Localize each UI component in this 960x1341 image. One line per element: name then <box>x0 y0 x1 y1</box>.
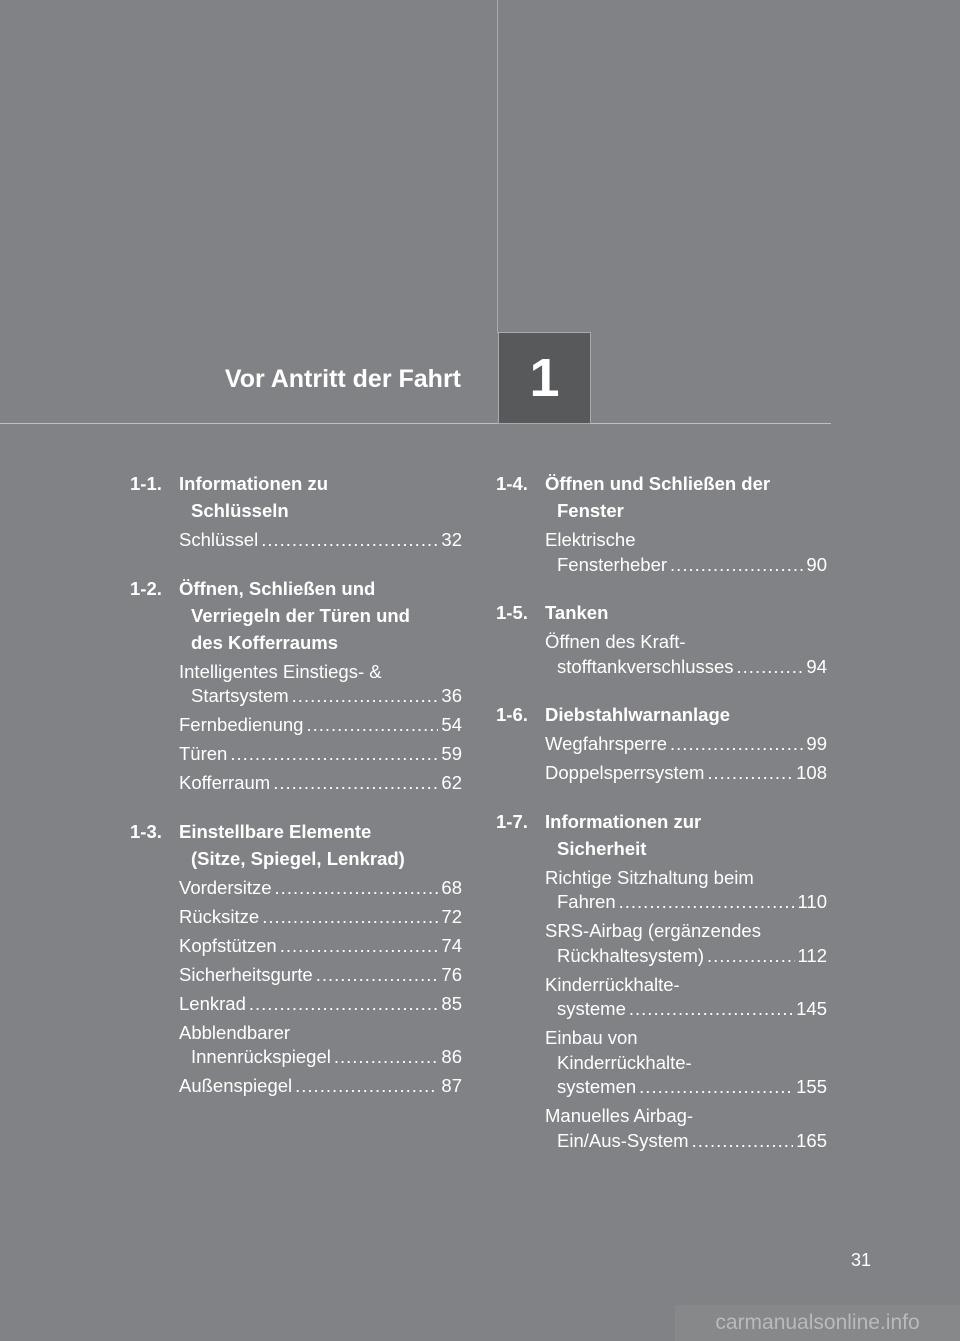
entry-title-line: Innenrückspiegel <box>191 1046 331 1067</box>
entry-line <box>545 944 827 969</box>
section-title <box>545 701 827 728</box>
entry-page-number: 145 <box>796 998 827 1019</box>
entry-title-line: Vordersitze <box>179 876 272 898</box>
entry-title-line: systemen <box>557 1076 637 1097</box>
toc-entry[interactable] <box>179 905 462 930</box>
entry-line <box>179 1045 462 1070</box>
dot-leader <box>737 655 804 680</box>
section-title-line: Einstellbare Elemente <box>179 820 372 842</box>
section-items <box>496 866 827 1154</box>
entry-page-number: 85 <box>441 992 462 1014</box>
section-title-line: Verriegeln der Türen und <box>191 604 410 626</box>
section-title-line: Informationen zur <box>545 810 702 832</box>
toc-entry[interactable] <box>179 992 462 1017</box>
toc-right-column <box>496 470 827 1175</box>
dot-leader <box>295 1074 438 1099</box>
section-title-line: Schlüsseln <box>191 500 289 521</box>
toc-entry[interactable] <box>545 761 827 786</box>
section-title <box>179 575 462 656</box>
entry-title-line: Kofferraum <box>179 772 271 793</box>
section-title <box>545 599 827 626</box>
toc-entry[interactable] <box>179 934 462 959</box>
entry-page-number: 32 <box>441 529 462 550</box>
toc-entry[interactable] <box>179 876 462 901</box>
chapter-divider-vertical <box>497 0 498 333</box>
dot-leader <box>275 876 439 901</box>
dot-leader <box>249 992 439 1017</box>
dot-leader <box>670 553 803 578</box>
entry-title-line: Richtige Sitzhaltung beim <box>545 866 754 888</box>
entry-page-number: 72 <box>441 905 462 927</box>
section-number: 1-3. <box>130 820 162 842</box>
entry-line <box>545 655 827 680</box>
entry-page-number: 87 <box>441 1075 462 1096</box>
dot-leader <box>262 905 438 930</box>
entry-page-number: 99 <box>806 733 827 754</box>
section-title-line: Informationen zu <box>179 473 329 494</box>
entry-title-line: Fensterheber <box>557 553 668 575</box>
section-title <box>179 818 462 872</box>
entry-page-number: 110 <box>797 891 827 912</box>
entry-line <box>545 553 827 578</box>
section-items <box>130 660 462 796</box>
section-items <box>496 528 827 577</box>
dot-leader <box>334 1045 439 1070</box>
section-heading[interactable] <box>496 701 827 728</box>
toc-entry[interactable] <box>545 919 827 968</box>
dot-leader <box>280 934 439 959</box>
toc-entry[interactable] <box>179 771 462 796</box>
toc-entry[interactable] <box>545 630 827 679</box>
toc-entry[interactable] <box>545 1026 827 1100</box>
dot-leader <box>619 890 795 915</box>
toc-section <box>130 470 462 553</box>
toc-entry[interactable] <box>179 1021 462 1070</box>
entry-title-line: Kopfstützen <box>179 934 277 956</box>
section-title-line: Fenster <box>557 500 624 521</box>
entry-line <box>179 905 462 930</box>
section-number: 1-6. <box>496 704 528 725</box>
toc-entry[interactable] <box>179 963 462 988</box>
section-title-line: Sicherheit <box>557 837 647 859</box>
entry-title-line: Rückhaltesystem) <box>557 944 705 966</box>
entry-page-number: 54 <box>441 714 462 735</box>
dot-leader <box>692 1129 794 1154</box>
entry-title-line: Abblendbarer <box>179 1021 291 1043</box>
section-heading[interactable] <box>496 470 827 524</box>
section-title-line: Öffnen und Schließen der <box>545 473 771 494</box>
entry-page-number: 90 <box>806 553 827 575</box>
entry-page-number: 76 <box>441 963 462 985</box>
entry-title-line: SRS-Airbag (ergänzendes <box>545 920 761 941</box>
entry-title-line: Fahren <box>557 891 616 912</box>
entry-line <box>545 1129 827 1154</box>
entry-title-line: Lenkrad <box>179 992 246 1014</box>
entry-line <box>179 1074 462 1099</box>
toc-entry[interactable] <box>545 732 827 757</box>
entry-page-number: 62 <box>441 772 462 793</box>
page-number: 31 <box>851 1250 872 1270</box>
entry-title-line: Startsystem <box>191 685 289 706</box>
entry-page-number: 86 <box>441 1046 462 1067</box>
dot-leader <box>639 1075 793 1100</box>
entry-page-number: 74 <box>441 934 462 956</box>
entry-title-line: Kinderrückhalte- <box>545 973 680 995</box>
section-heading[interactable] <box>130 818 462 872</box>
entry-page-number: 112 <box>797 944 827 966</box>
toc-section <box>130 575 462 796</box>
dot-leader <box>670 732 803 757</box>
dot-leader <box>261 528 438 553</box>
entry-title-line: Schlüssel <box>179 529 259 550</box>
section-items <box>130 876 462 1099</box>
entry-title-line: Türen <box>179 743 228 764</box>
entry-line <box>179 684 462 709</box>
dot-leader <box>707 944 794 969</box>
dot-leader <box>707 761 793 786</box>
entry-title-line: Intelligentes Einstiegs- & <box>179 660 382 682</box>
section-heading[interactable] <box>130 470 462 524</box>
section-title-line: Öffnen, Schließen und <box>179 577 376 599</box>
entry-line <box>179 771 462 796</box>
section-heading[interactable] <box>496 599 827 626</box>
section-items <box>130 528 462 553</box>
entry-title-line: systeme <box>557 998 626 1019</box>
entry-title-line: Sicherheitsgurte <box>179 963 313 985</box>
section-title-line: (Sitze, Spiegel, Lenkrad) <box>191 847 405 869</box>
dot-leader <box>629 997 793 1022</box>
section-title <box>545 808 827 862</box>
section-number: 1-7. <box>496 810 528 832</box>
entry-line <box>179 992 462 1017</box>
section-items <box>496 630 827 679</box>
entry-line <box>179 742 462 767</box>
toc-entry[interactable] <box>545 866 827 915</box>
chapter-divider-horizontal <box>0 423 831 424</box>
entry-page-number: 94 <box>806 655 827 677</box>
toc-section <box>496 470 827 577</box>
entry-title-line: Öffnen des Kraft- <box>545 631 686 652</box>
entry-title-line: Wegfahrsperre <box>545 733 668 754</box>
entry-title-line: Außenspiegel <box>179 1075 293 1096</box>
toc-section <box>496 701 827 786</box>
entry-line <box>179 528 462 553</box>
section-heading[interactable] <box>496 808 827 862</box>
entry-page-number: 155 <box>796 1076 827 1097</box>
entry-title-line: Kinderrückhalte- <box>557 1051 692 1073</box>
dot-leader <box>292 684 439 709</box>
chapter-number: 1 <box>529 348 560 408</box>
entry-line <box>545 890 827 915</box>
entry-title-line: Rücksitze <box>179 905 260 927</box>
entry-line <box>545 1075 827 1100</box>
toc-section <box>130 818 462 1099</box>
entry-line <box>179 934 462 959</box>
section-title-line: Tanken <box>545 602 609 623</box>
toc-left-column <box>130 470 462 1121</box>
toc-entry[interactable] <box>179 742 462 767</box>
toc-entry[interactable] <box>179 660 462 709</box>
entry-line <box>545 997 827 1022</box>
dot-leader <box>316 963 439 988</box>
toc-entry[interactable] <box>545 973 827 1022</box>
section-number: 1-5. <box>496 602 528 623</box>
section-heading[interactable] <box>130 575 462 656</box>
dot-leader <box>306 713 438 738</box>
entry-title-line: stofftankverschlusses <box>557 655 734 677</box>
section-items <box>496 732 827 786</box>
section-number: 1-2. <box>130 577 162 599</box>
toc-section <box>496 808 827 1154</box>
toc-entry[interactable] <box>545 528 827 577</box>
section-title <box>179 470 462 524</box>
toc-section <box>496 599 827 679</box>
section-number: 1-1. <box>130 473 162 494</box>
chapter-title: Vor Antritt der Fahrt <box>224 365 461 393</box>
section-title-line: des Kofferraums <box>191 631 339 653</box>
entry-title-line: Fernbedienung <box>179 714 304 735</box>
entry-page-number: 59 <box>441 743 462 764</box>
entry-title-line: Einbau von <box>545 1027 638 1048</box>
toc-entry[interactable] <box>179 1074 462 1099</box>
entry-line <box>179 876 462 901</box>
entry-line <box>545 761 827 786</box>
section-number: 1-4. <box>496 473 528 494</box>
dot-leader <box>230 742 438 767</box>
section-title-line: Diebstahlwarnanlage <box>545 704 731 725</box>
entry-line <box>545 732 827 757</box>
watermark: carmanualsonline.info <box>675 1305 960 1341</box>
entry-line <box>179 963 462 988</box>
section-title <box>545 470 827 524</box>
toc-entry[interactable] <box>545 1104 827 1153</box>
entry-page-number: 36 <box>441 685 462 706</box>
entry-line <box>179 713 462 738</box>
chapter-number-box <box>498 332 591 424</box>
entry-title-line: Ein/Aus-System <box>557 1129 689 1151</box>
dot-leader <box>273 771 438 796</box>
entry-page-number: 68 <box>441 876 462 898</box>
entry-title-line: Elektrische <box>545 529 636 550</box>
entry-title-line: Manuelles Airbag- <box>545 1105 694 1126</box>
entry-page-number: 108 <box>796 762 827 783</box>
toc-entry[interactable] <box>179 713 462 738</box>
entry-title-line: Doppelsperrsystem <box>545 762 705 783</box>
toc-entry[interactable] <box>179 528 462 553</box>
entry-page-number: 165 <box>796 1129 827 1151</box>
